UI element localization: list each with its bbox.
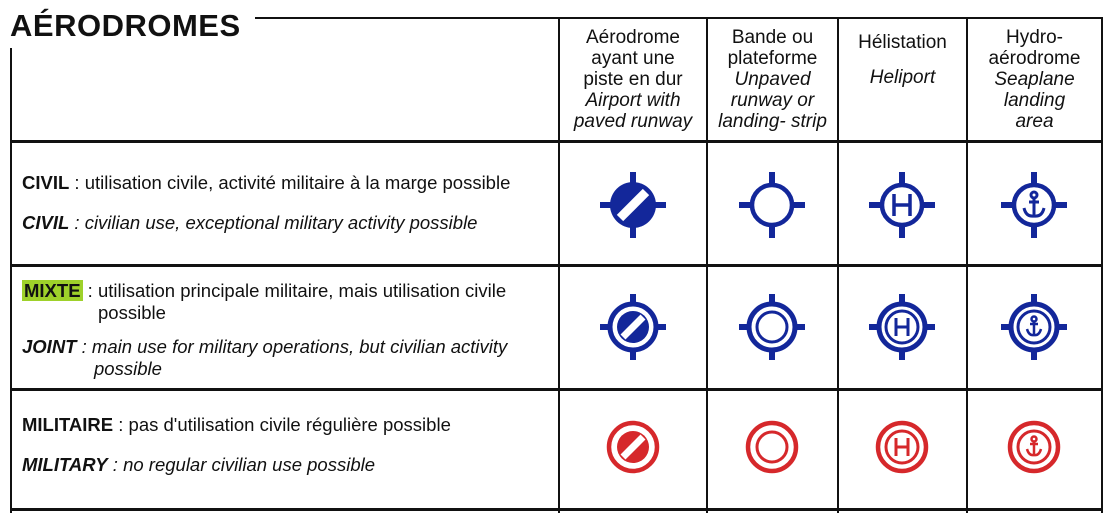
row-divider <box>10 508 1103 511</box>
civil-paved-runway-icon <box>598 170 668 240</box>
military-paved-runway-icon <box>606 420 660 474</box>
military-seaplane-icon <box>1007 420 1061 474</box>
civil-seaplane-icon <box>999 170 1069 240</box>
row-military-text: MILITAIRE : pas d'utilisation civile régulière possible MILITARY : no regular civilian use possible <box>22 414 451 475</box>
column-header-seaplane: Hydro- aérodrome Seaplane landing area <box>988 26 1081 132</box>
row-divider <box>10 264 1103 267</box>
civil-unpaved-strip-icon <box>737 170 807 240</box>
joint-seaplane-icon <box>999 292 1069 362</box>
left-border <box>10 48 12 513</box>
row-joint-text: MIXTE : utilisation principale militaire, mais utilisation civile possible JOINT : main use for military operations, but civilian activity possible <box>22 280 508 379</box>
military-heliport-icon <box>875 420 929 474</box>
page-title: AÉRODROMES <box>10 8 251 44</box>
column-header-unpaved: Bande ou plateforme Unpaved runway or landing- strip <box>718 26 827 132</box>
joint-unpaved-strip-icon <box>737 292 807 362</box>
joint-paved-runway-icon <box>598 292 668 362</box>
row-divider <box>10 388 1103 391</box>
joint-heliport-icon <box>867 292 937 362</box>
civil-heliport-icon <box>867 170 937 240</box>
row-divider <box>10 140 1103 143</box>
joint-highlight: MIXTE <box>24 280 81 301</box>
column-header-heliport: Hélistation Heliport <box>858 32 947 88</box>
column-header-paved: Aérodrome ayant une piste en dur Airport with paved runway <box>573 26 693 132</box>
row-civil-text: CIVIL : utilisation civile, activité militaire à la marge possible CIVIL : civilian use, exceptional military activity possible <box>22 172 511 233</box>
military-unpaved-strip-icon <box>745 420 799 474</box>
